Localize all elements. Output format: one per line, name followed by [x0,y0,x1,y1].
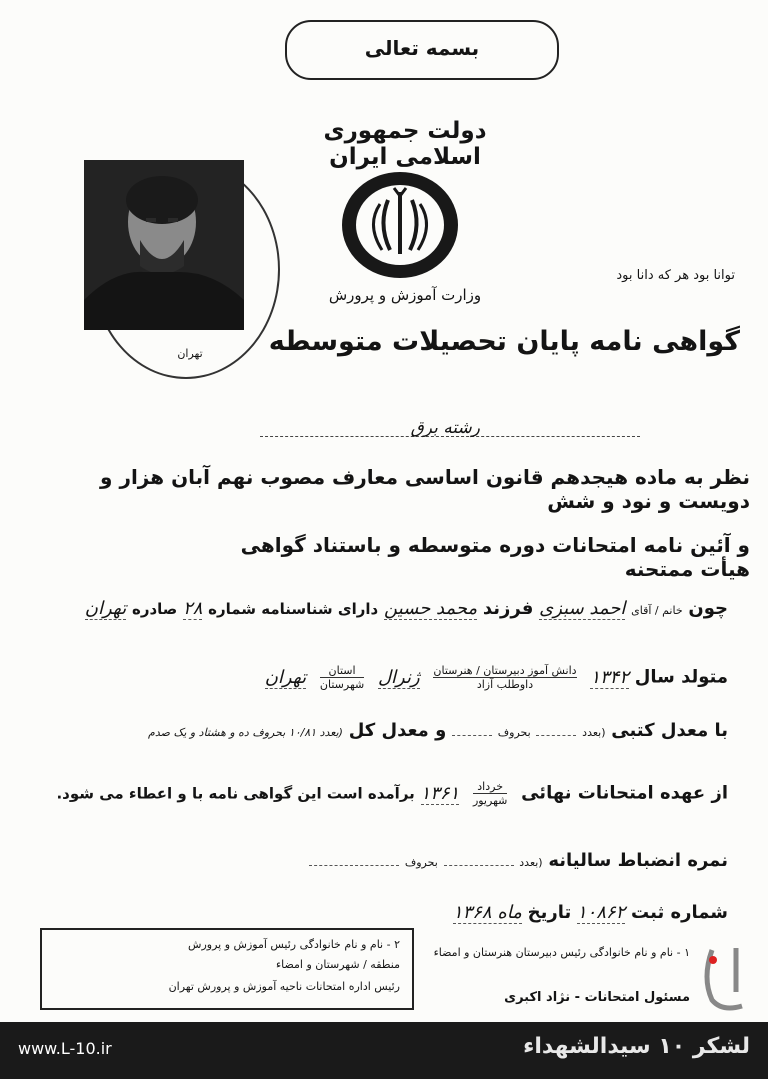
id-label: دارای شناسنامه شماره [208,600,379,618]
iran-emblem [340,170,460,280]
ministry-name: وزارت آموزش و پرورش [328,286,482,304]
discipline-row [38,850,728,871]
header-title: بسمه تعالی [364,36,480,60]
id-number: ۲۸ [183,598,203,619]
discipline-numeric-blank [444,865,514,866]
school-label-bottom: داوطلب آزاد [476,678,534,691]
discipline-letters-blank [309,865,399,866]
province-label-top: استان [320,664,364,678]
student-name: احمد سبزی [539,598,626,619]
motto: توانا بود هر که دانا بود [616,268,735,283]
exam-text: برآمده است این گواهی نامه با و اعطاء می شود. [56,784,415,803]
registration-number: ۱۰۸۶۲ [576,902,626,923]
stamp-line-1: ۲ - نام و نام خانوادگی رئیس آموزش و پرورش [188,938,400,951]
l10-logo-icon [698,942,756,1016]
registration-row [38,902,728,923]
header-cartouche [285,20,559,80]
title-small: خانم / آقای [631,604,683,617]
birth-row [38,664,728,691]
written-numeric-blank [536,735,576,736]
birth-year: ۱۳۴۲ [590,666,629,688]
grades-row [38,720,728,741]
province-label [320,664,364,691]
father-name: محمد حسین [384,598,478,619]
school-label [433,664,576,691]
field-of-study: رشته برق [410,418,480,438]
legal-basis-line-2: و آئین نامه امتحانات دوره متوسطه و باستناد گواهی هیأت ممتحنه [240,533,750,581]
written-average-label: با معدل کتبی [611,720,728,741]
exam-row [38,780,728,807]
discipline-label: نمره انضباط سالیانه [548,850,728,871]
official-stamp-box [40,928,414,1010]
written-letters-blank [452,735,492,736]
school-label-top: دانش آموز دبیرستان / هنرستان [433,664,577,677]
stamp-line-3: رئیس اداره امتحانات ناحیه آموزش و پرورش تهران [168,980,400,993]
registration-date-label: تاریخ [527,902,572,923]
written-letters-label: بحروف [497,726,531,739]
issued-place: تهران [84,598,127,619]
footer-url[interactable]: www.L-10.ir [18,1039,112,1058]
stamp-line-2: منطقه / شهرستان و امضاء [275,958,400,971]
signature-line-2: مسئول امتحانات - نژاد اکبری [504,990,690,1005]
school-name: ژنرال [377,666,420,688]
exam-month-top: خرداد [473,780,507,794]
certificate-title: گواهی نامه پایان تحصیلات متوسطه [268,326,740,357]
registration-date: ماه ۱۳۶۸ [452,902,522,923]
exam-year: ۱۳۶۱ [420,782,460,804]
registration-label: شماره ثبت [631,902,728,923]
exam-month [473,780,507,807]
legal-basis-line-1: نظر به ماده هیجدهم قانون اساسی معارف مصوب نهم آبان هزار و دویست و نود و شش [100,465,750,513]
name-prefix: چون [688,598,728,619]
footer-brand: لشکر ۱۰ سیدالشهداء [523,1034,750,1059]
exam-month-bottom: شهریور [472,794,508,807]
state-name: دولت جمهوری اسلامی ایران [323,118,487,170]
written-numeric-label: (بعدد [582,726,606,739]
discipline-letters-label: بحروف [404,856,438,869]
name-row [38,598,728,619]
issued-label: صادره [131,600,178,618]
photo-stamp-city: تهران [177,347,203,360]
total-average-value: (بعدد ۱۰/۸۱ بحروف ده و هشتاد و یک صدم [148,726,343,739]
discipline-numeric-label: (بعدد [519,856,543,869]
province-label-bottom: شهرستان [319,678,365,691]
child-of-label: فرزند [482,598,534,619]
total-average-label: و معدل کل [348,720,447,741]
signature-line-1: ۱ - نام و نام خانوادگی رئیس دبیرستان هنرستان و امضاء [433,946,690,959]
exam-label: از عهده امتحانات نهائی [521,782,728,804]
student-photo [84,160,244,330]
footer-bar [0,1022,768,1079]
birth-city: تهران [264,666,307,688]
birth-label: متولد سال [634,666,728,688]
